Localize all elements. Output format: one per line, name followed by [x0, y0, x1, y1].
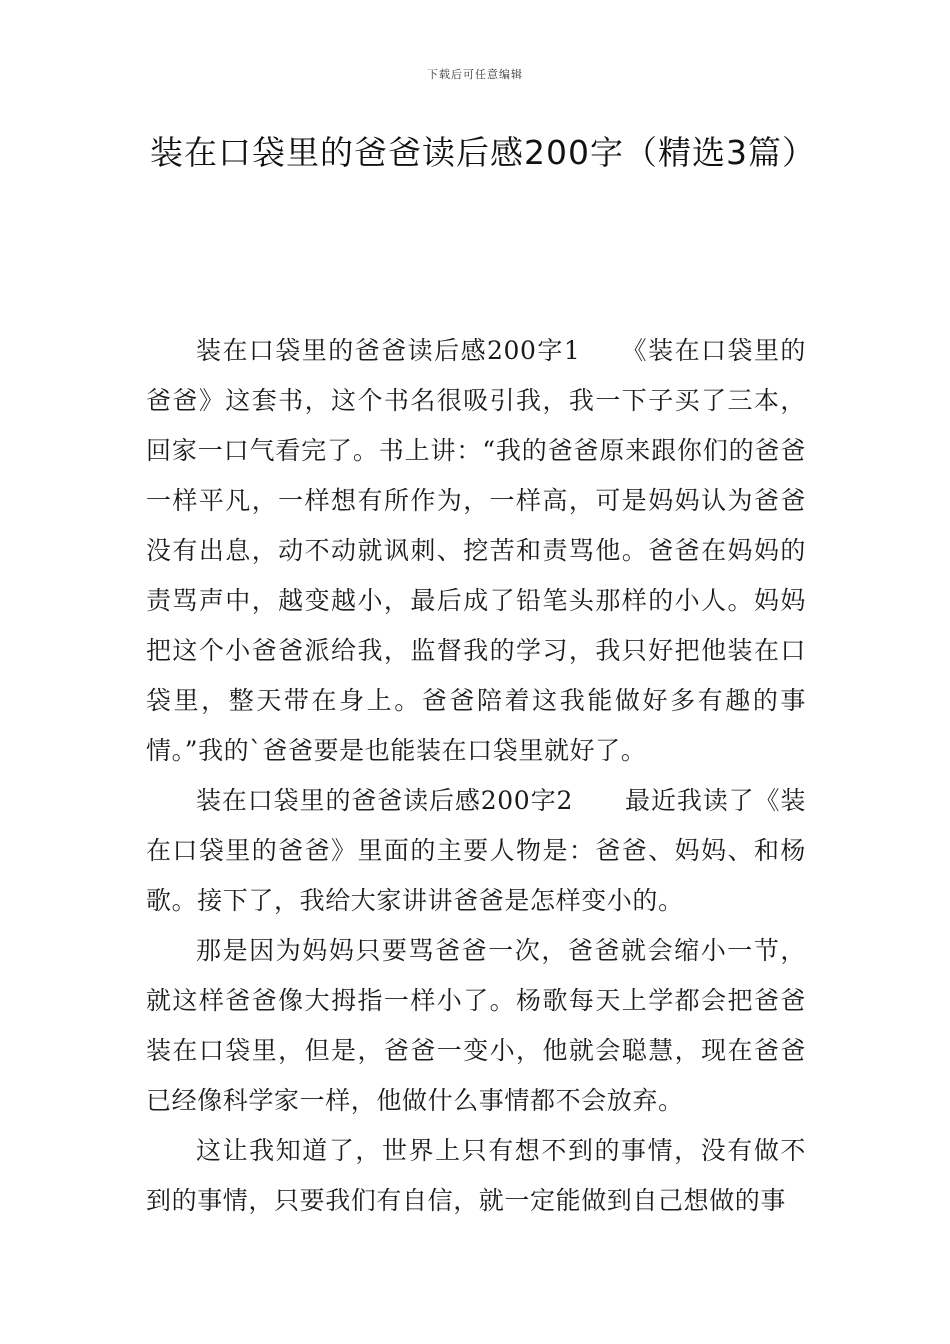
header-note: 下载后可任意编辑 — [427, 68, 523, 81]
paragraph: 装在口袋里的爸爸读后感200字2 最近我读了《装在口袋里的爸爸》里面的主要人物是：爸爸、妈妈、和杨歌。接下了，我给大家讲讲爸爸是怎样变小的。 — [146, 786, 806, 915]
document-title: 装在口袋里的爸爸读后感200字（精选3篇） — [150, 133, 816, 172]
paragraph: 这让我知道了，世界上只有想不到的事情，没有做不到的事情，只要我们有自信，就一定能做到自己想做的事 — [146, 1136, 806, 1215]
document-body — [146, 326, 806, 1226]
paragraph: 装在口袋里的爸爸读后感200字1 《装在口袋里的爸爸》这套书，这个书名很吸引我，我一下子买了三本，回家一口气看完了。书上讲：“我的爸爸原来跟你们的爸爸一样平凡，一样想有所作为，一样高，可是妈妈认为爸爸没有出息，动不动就讽刺、挖苦和责骂他。爸爸在妈妈的责骂声中，越变越小，最后成了铅笔头那样的小人。妈妈把这个小爸爸派给我，监督我的学习，我只好把他装在口袋里，整天带在身上。爸爸陪着这我能做好多有趣的事情。”我的`爸爸要是也能装在口袋里就好了。 — [146, 336, 806, 765]
paragraph: 那是因为妈妈只要骂爸爸一次，爸爸就会缩小一节，就这样爸爸像大拇指一样小了。杨歌每天上学都会把爸爸装在口袋里，但是，爸爸一变小，他就会聪慧，现在爸爸已经像科学家一样，他做什么事情都不会放弃。 — [146, 936, 806, 1115]
